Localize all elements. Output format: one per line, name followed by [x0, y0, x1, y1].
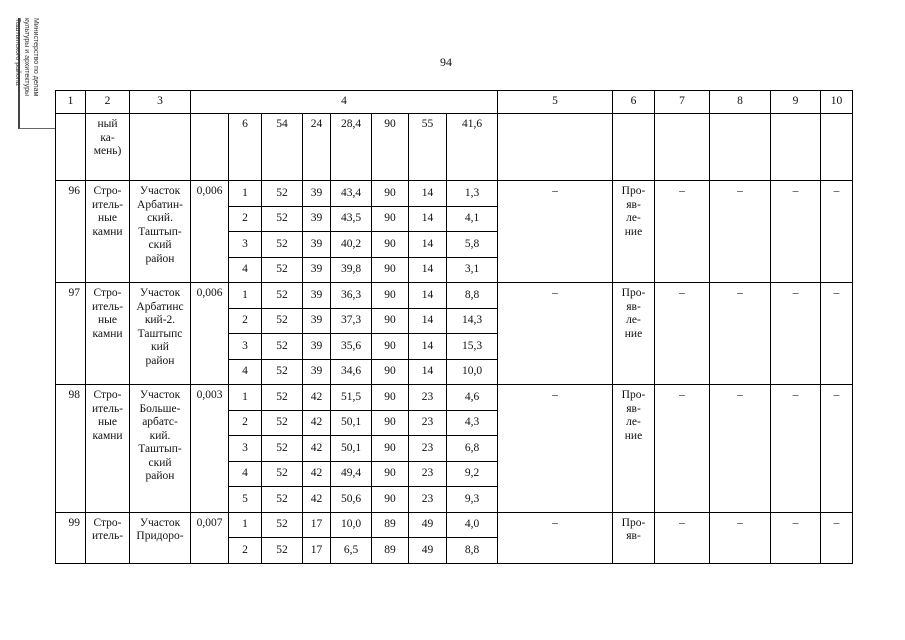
entry-col5: –: [498, 512, 613, 563]
archive-stamp-text: Министерство по делам культуры и архитектуры Таштыпского района: [14, 18, 39, 97]
entry-col7: –: [655, 283, 710, 385]
sub-row-value: 52: [262, 206, 303, 232]
entry-col7: –: [655, 385, 710, 513]
sub-row-value: 52: [262, 359, 303, 385]
entry-occurrence-type: Про- яв- ле- ние: [613, 385, 655, 513]
entry-col10: –: [821, 385, 853, 513]
sub-row-value: 2: [229, 308, 262, 334]
header-cell-9: 9: [771, 91, 821, 114]
sub-row-value: 39: [303, 206, 331, 232]
sub-row-value: 90: [372, 308, 409, 334]
continuation-sub-value: 41,6: [447, 114, 498, 181]
sub-row-value: 4,1: [447, 206, 498, 232]
sub-row-value: 3: [229, 334, 262, 360]
sub-row-value: 2: [229, 206, 262, 232]
sub-row-value: 52: [262, 308, 303, 334]
entry-col9: –: [771, 385, 821, 513]
entry-number: 98: [56, 385, 86, 513]
entry-location: Участок Больше- арбатс- кий. Таштып- ский район: [130, 385, 191, 513]
entry-occurrence-type: Про- яв- ле- ние: [613, 283, 655, 385]
sub-row-value: 2: [229, 410, 262, 436]
table-row: [56, 283, 853, 309]
sub-row-value: 23: [409, 461, 447, 487]
sub-row-value: 90: [372, 436, 409, 462]
sub-row-value: 2: [229, 538, 262, 564]
table-row: [56, 385, 853, 411]
entry-category: Стро- итель-: [86, 512, 130, 563]
sub-row-value: 14: [409, 283, 447, 309]
header-cell-4: 4: [191, 91, 498, 114]
sub-row-value: 39: [303, 334, 331, 360]
sub-row-value: 1: [229, 512, 262, 538]
sub-row-value: 4: [229, 359, 262, 385]
sub-row-value: 90: [372, 181, 409, 207]
continuation-sub-value: 54: [262, 114, 303, 181]
entry-category: Стро- итель- ные камни: [86, 283, 130, 385]
sub-row-value: 90: [372, 410, 409, 436]
sub-row-value: 52: [262, 436, 303, 462]
sub-row-value: 14: [409, 359, 447, 385]
sub-row-value: 4,0: [447, 512, 498, 538]
continuation-row: [56, 114, 853, 181]
sub-row-value: 52: [262, 257, 303, 283]
sub-row-value: 6,8: [447, 436, 498, 462]
sub-row-value: 14: [409, 181, 447, 207]
sub-row-value: 3,1: [447, 257, 498, 283]
header-cell-3: 3: [130, 91, 191, 114]
continuation-sub-value: 6: [229, 114, 262, 181]
sub-row-value: 14: [409, 334, 447, 360]
entry-col5: –: [498, 181, 613, 283]
continuation-quantity: [191, 114, 229, 181]
data-table: [55, 90, 853, 564]
sub-row-value: 90: [372, 487, 409, 513]
sub-row-value: 39: [303, 181, 331, 207]
continuation-no: [56, 114, 86, 181]
continuation-empty-cell: [498, 114, 613, 181]
sub-row-value: 49,4: [331, 461, 372, 487]
entry-quantity: 0,006: [191, 283, 229, 385]
entry-col8: –: [710, 283, 771, 385]
sub-row-value: 37,3: [331, 308, 372, 334]
sub-row-value: 14,3: [447, 308, 498, 334]
entry-col10: –: [821, 181, 853, 283]
entry-category: Стро- итель- ные камни: [86, 385, 130, 513]
continuation-sub-value: 24: [303, 114, 331, 181]
sub-row-value: 23: [409, 436, 447, 462]
continuation-location: [130, 114, 191, 181]
entry-category: Стро- итель- ные камни: [86, 181, 130, 283]
entry-col10: –: [821, 512, 853, 563]
entry-col9: –: [771, 512, 821, 563]
sub-row-value: 90: [372, 206, 409, 232]
sub-row-value: 35,6: [331, 334, 372, 360]
continuation-sub-value: 28,4: [331, 114, 372, 181]
continuation-empty-cell: [821, 114, 853, 181]
entry-occurrence-type: Про- яв-: [613, 512, 655, 563]
entry-location: Участок Арбатин- ский. Таштып- ский район: [130, 181, 191, 283]
sub-row-value: 39: [303, 308, 331, 334]
table-row: [56, 512, 853, 538]
sub-row-value: 23: [409, 385, 447, 411]
entry-col8: –: [710, 385, 771, 513]
sub-row-value: 17: [303, 512, 331, 538]
continuation-empty-cell: [655, 114, 710, 181]
sub-row-value: 3: [229, 232, 262, 258]
sub-row-value: 1: [229, 283, 262, 309]
sub-row-value: 52: [262, 232, 303, 258]
sub-row-value: 50,1: [331, 410, 372, 436]
sub-row-value: 39: [303, 257, 331, 283]
header-cell-6: 6: [613, 91, 655, 114]
sub-row-value: 4: [229, 257, 262, 283]
sub-row-value: 42: [303, 461, 331, 487]
header-cell-2: 2: [86, 91, 130, 114]
sub-row-value: 52: [262, 334, 303, 360]
sub-row-value: 8,8: [447, 283, 498, 309]
sub-row-value: 14: [409, 308, 447, 334]
sub-row-value: 50,6: [331, 487, 372, 513]
sub-row-value: 40,2: [331, 232, 372, 258]
header-row: [56, 91, 853, 114]
header-cell-10: 10: [821, 91, 853, 114]
sub-row-value: 90: [372, 334, 409, 360]
sub-row-value: 4,3: [447, 410, 498, 436]
sub-row-value: 4: [229, 461, 262, 487]
sub-row-value: 52: [262, 410, 303, 436]
entry-occurrence-type: Про- яв- ле- ние: [613, 181, 655, 283]
sub-row-value: 14: [409, 257, 447, 283]
sub-row-value: 39: [303, 359, 331, 385]
entry-location: Участок Придоро-: [130, 512, 191, 563]
entry-col7: –: [655, 181, 710, 283]
entry-col7: –: [655, 512, 710, 563]
sub-row-value: 90: [372, 257, 409, 283]
sub-row-value: 6,5: [331, 538, 372, 564]
sub-row-value: 52: [262, 538, 303, 564]
sub-row-value: 50,1: [331, 436, 372, 462]
sub-row-value: 52: [262, 283, 303, 309]
sub-row-value: 4,6: [447, 385, 498, 411]
entry-number: 99: [56, 512, 86, 563]
entry-number: 97: [56, 283, 86, 385]
entry-col5: –: [498, 283, 613, 385]
sub-row-value: 90: [372, 385, 409, 411]
sub-row-value: 15,3: [447, 334, 498, 360]
sub-row-value: 17: [303, 538, 331, 564]
sub-row-value: 8,8: [447, 538, 498, 564]
sub-row-value: 90: [372, 283, 409, 309]
entry-quantity: 0,006: [191, 181, 229, 283]
sub-row-value: 42: [303, 385, 331, 411]
sub-row-value: 90: [372, 461, 409, 487]
entry-col8: –: [710, 181, 771, 283]
sub-row-value: 49: [409, 538, 447, 564]
sub-row-value: 39: [303, 283, 331, 309]
continuation-empty-cell: [771, 114, 821, 181]
sub-row-value: 34,6: [331, 359, 372, 385]
sub-row-value: 3: [229, 436, 262, 462]
sub-row-value: 90: [372, 359, 409, 385]
sub-row-value: 23: [409, 487, 447, 513]
sub-row-value: 9,3: [447, 487, 498, 513]
sub-row-value: 89: [372, 538, 409, 564]
sub-row-value: 39,8: [331, 257, 372, 283]
continuation-sub-value: 55: [409, 114, 447, 181]
sub-row-value: 5: [229, 487, 262, 513]
entry-number: 96: [56, 181, 86, 283]
sub-row-value: 89: [372, 512, 409, 538]
sub-row-value: 1: [229, 181, 262, 207]
sub-row-value: 9,2: [447, 461, 498, 487]
sub-row-value: 14: [409, 206, 447, 232]
sub-row-value: 10,0: [447, 359, 498, 385]
continuation-empty-cell: [613, 114, 655, 181]
table-row: [56, 181, 853, 207]
continuation-empty-cell: [710, 114, 771, 181]
entry-col10: –: [821, 283, 853, 385]
continuation-sub-value: 90: [372, 114, 409, 181]
sub-row-value: 52: [262, 487, 303, 513]
sub-row-value: 52: [262, 512, 303, 538]
sub-row-value: 52: [262, 181, 303, 207]
sub-row-value: 43,4: [331, 181, 372, 207]
sub-row-value: 1,3: [447, 181, 498, 207]
sub-row-value: 51,5: [331, 385, 372, 411]
entry-col9: –: [771, 181, 821, 283]
sub-row-value: 42: [303, 487, 331, 513]
entry-col8: –: [710, 512, 771, 563]
sub-row-value: 52: [262, 461, 303, 487]
sub-row-value: 90: [372, 232, 409, 258]
sub-row-value: 43,5: [331, 206, 372, 232]
sub-row-value: 14: [409, 232, 447, 258]
sub-row-value: 5,8: [447, 232, 498, 258]
sub-row-value: 39: [303, 232, 331, 258]
entry-location: Участок Арбатинс кий-2. Таштыпс кий район: [130, 283, 191, 385]
sub-row-value: 10,0: [331, 512, 372, 538]
sub-row-value: 52: [262, 385, 303, 411]
sub-row-value: 49: [409, 512, 447, 538]
header-cell-7: 7: [655, 91, 710, 114]
header-cell-1: 1: [56, 91, 86, 114]
entry-col9: –: [771, 283, 821, 385]
continuation-category: ный ка- мень): [86, 114, 130, 181]
entry-quantity: 0,003: [191, 385, 229, 513]
page-number: 94: [440, 55, 452, 69]
sub-row-value: 42: [303, 436, 331, 462]
header-cell-8: 8: [710, 91, 771, 114]
sub-row-value: 23: [409, 410, 447, 436]
sub-row-value: 42: [303, 410, 331, 436]
entry-col5: –: [498, 385, 613, 513]
sub-row-value: 1: [229, 385, 262, 411]
header-cell-5: 5: [498, 91, 613, 114]
sub-row-value: 36,3: [331, 283, 372, 309]
entry-quantity: 0,007: [191, 512, 229, 563]
